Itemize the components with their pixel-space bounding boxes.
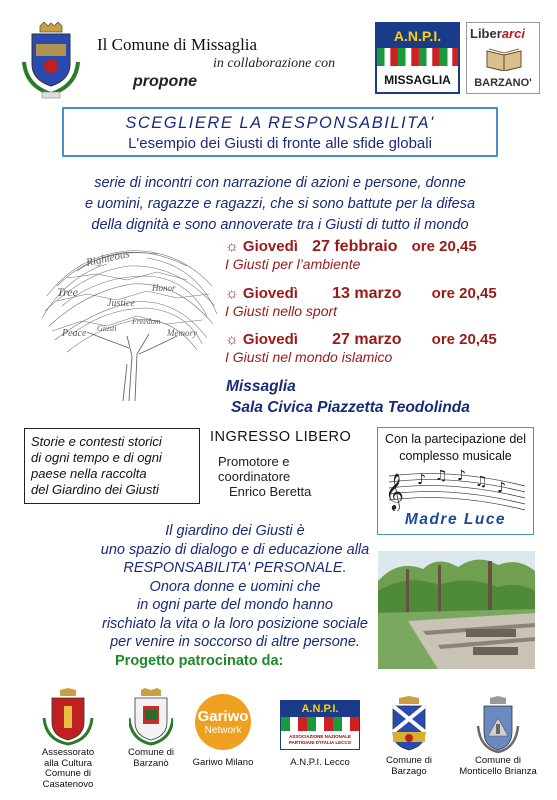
header-title: Il Comune di Missaglia [97, 35, 258, 54]
music-line: Con la partecipazione del [384, 432, 527, 446]
sponsor-monticello [456, 696, 540, 777]
gariwo-logo-sub: Network [204, 725, 242, 736]
gariwo-logo-icon [195, 694, 251, 750]
garden-line: RESPONSABILITA' PERSONALE. [123, 560, 347, 576]
sponsor-gariwo [191, 694, 255, 769]
event-3 [225, 331, 497, 365]
word-tree-illustration [37, 236, 220, 404]
event-day: Giovedì [242, 285, 298, 302]
progetto-heading: Progetto patrocinato da: [115, 653, 284, 669]
story-line: di ogni tempo e di ogni [31, 450, 162, 465]
sponsor-label: Comune di [386, 755, 432, 766]
svg-text:Honor: Honor [152, 283, 176, 293]
music-line: complesso musicale [399, 449, 512, 463]
svg-text:♫: ♫ [435, 468, 448, 484]
promoter-label: Promotore e coordinatore [218, 454, 291, 484]
event-day: Giovedì [242, 238, 298, 255]
sponsor-barzago [380, 696, 438, 777]
garden-line: per venire in soccorso di altre persone. [110, 634, 360, 650]
promoter-name: Enrico Beretta [229, 484, 312, 499]
barzago-crest-icon [389, 696, 429, 754]
anpi-lecco-assoc2: PARTIGIANI D'ITALIA LECCO [288, 740, 352, 745]
svg-text:𝄞: 𝄞 [385, 472, 404, 510]
svg-text:Freedom: Freedom [132, 317, 161, 326]
sponsor-label: Comune di Casatenovo [42, 768, 94, 790]
garden-line: Onora donne e uomini che [149, 578, 321, 595]
event-topic: I Giusti per l’ambiente [225, 256, 361, 272]
svg-text:Peace: Peace [62, 328, 87, 339]
event-date: 27 febbraio [312, 238, 398, 255]
gariwo-logo-text: Gariwo [197, 708, 249, 725]
anpi-name: MISSAGLIA [384, 73, 451, 87]
intro-line: e uomini, ragazze e ragazzi, che si sono battute per la difesa [84, 196, 476, 212]
sponsor-label: Gariwo Milano [192, 757, 254, 768]
event-2 [225, 285, 497, 319]
svg-text:♪: ♪ [457, 468, 466, 484]
sponsor-casatenovo [26, 688, 110, 790]
book-icon [485, 45, 523, 71]
music-name: Madre Luce [404, 511, 507, 528]
sponsor-label: Barzago [391, 765, 427, 777]
casatenovo-crest-icon [42, 688, 94, 746]
svg-text:♫: ♫ [475, 474, 488, 490]
sun-icon: ☼ [225, 285, 239, 302]
sponsor-anpi-lecco [280, 700, 360, 769]
header-collab: in collaborazione con [213, 56, 336, 71]
barzano-crest-icon [129, 688, 173, 746]
music-staff-icon [383, 466, 531, 511]
flag-stripes-icon [377, 48, 458, 66]
place-town: Missaglia [226, 378, 296, 395]
intro-line: serie di incontri con narrazione di azioni e persone, donne [94, 175, 466, 191]
anpi-label: A.N.P.I. [377, 24, 458, 48]
event-date: 13 marzo [332, 285, 402, 302]
arci-label-a: Liber [470, 26, 502, 41]
intro-line: della dignità e sono annoverate tra i Giusti di tutto il mondo [91, 217, 469, 233]
garden-line: Il giardino dei Giusti è [165, 523, 305, 539]
garden-text [100, 522, 370, 652]
event-date: 27 marzo [332, 331, 402, 348]
event-1 [225, 238, 477, 272]
event-time: ore 20,45 [431, 285, 497, 302]
anpi-missaglia-logo [375, 22, 460, 94]
music-box [377, 427, 534, 535]
sponsor-label: Barzanò [133, 757, 169, 769]
monticello-crest-icon [476, 696, 520, 754]
arci-barzano-logo [466, 22, 540, 94]
intro-text [25, 173, 535, 236]
garden-line: rischiato la vita o la loro posizione sociale [102, 615, 368, 632]
svg-text:♪: ♪ [417, 472, 426, 488]
garden-photo [378, 551, 535, 669]
title-box [62, 107, 498, 157]
svg-text:Justice: Justice [107, 298, 135, 309]
sponsor-label: alla Cultura [43, 757, 93, 769]
sponsor-label: Comune di [475, 755, 521, 766]
story-line: Storie e contesti storici [31, 434, 162, 449]
event-time: ore 20,45 [431, 331, 497, 348]
place-venue: Sala Civica Piazzetta Teodolinda [231, 399, 470, 416]
svg-text:Righteous: Righteous [85, 248, 131, 269]
event-topic: I Giusti nello sport [225, 303, 338, 319]
event-topic: I Giusti nel mondo islamico [225, 349, 393, 365]
event-day: Giovedì [242, 331, 298, 348]
story-line: paese nella raccolta [31, 466, 147, 481]
sponsor-barzano [116, 688, 186, 769]
sponsor-label: Monticello Brianza [459, 765, 537, 777]
garden-line: in ogni parte del mondo hanno [137, 597, 333, 613]
title-main: SCEGLIERE LA RESPONSABILITA' [125, 114, 435, 132]
garden-line: uno spazio di dialogo e di educazione alla [100, 541, 370, 558]
story-box [24, 428, 200, 504]
title-sub: L'esempio dei Giusti di fronte alle sfide globali [128, 135, 432, 152]
event-time: ore 20,45 [411, 238, 477, 255]
header-propone: propone [133, 73, 197, 90]
sun-icon: ☼ [225, 331, 239, 348]
sun-icon: ☼ [225, 238, 239, 255]
story-line: del Giardino dei Giusti [31, 482, 159, 497]
ingresso-libero: INGRESSO LIBERO [210, 429, 352, 445]
arci-name: BARZANO' [474, 77, 532, 89]
svg-text:♪: ♪ [497, 480, 506, 496]
sponsor-label: Assessorato [41, 747, 95, 758]
sponsor-label: Comune di [128, 747, 174, 758]
anpi-lecco-logo-icon [280, 700, 360, 750]
svg-text:Giusti: Giusti [97, 324, 117, 333]
arci-label-b: arci [501, 26, 525, 41]
anpi-lecco-text: A.N.P.I. [281, 701, 359, 717]
sponsor-label: A.N.P.I. Lecco [290, 757, 350, 768]
svg-text:Memory: Memory [167, 328, 197, 338]
svg-text:Tree: Tree [57, 285, 78, 299]
anpi-lecco-assoc: ASSOCIAZIONE NAZIONALE [289, 734, 351, 739]
missaglia-crest-icon [22, 22, 80, 100]
